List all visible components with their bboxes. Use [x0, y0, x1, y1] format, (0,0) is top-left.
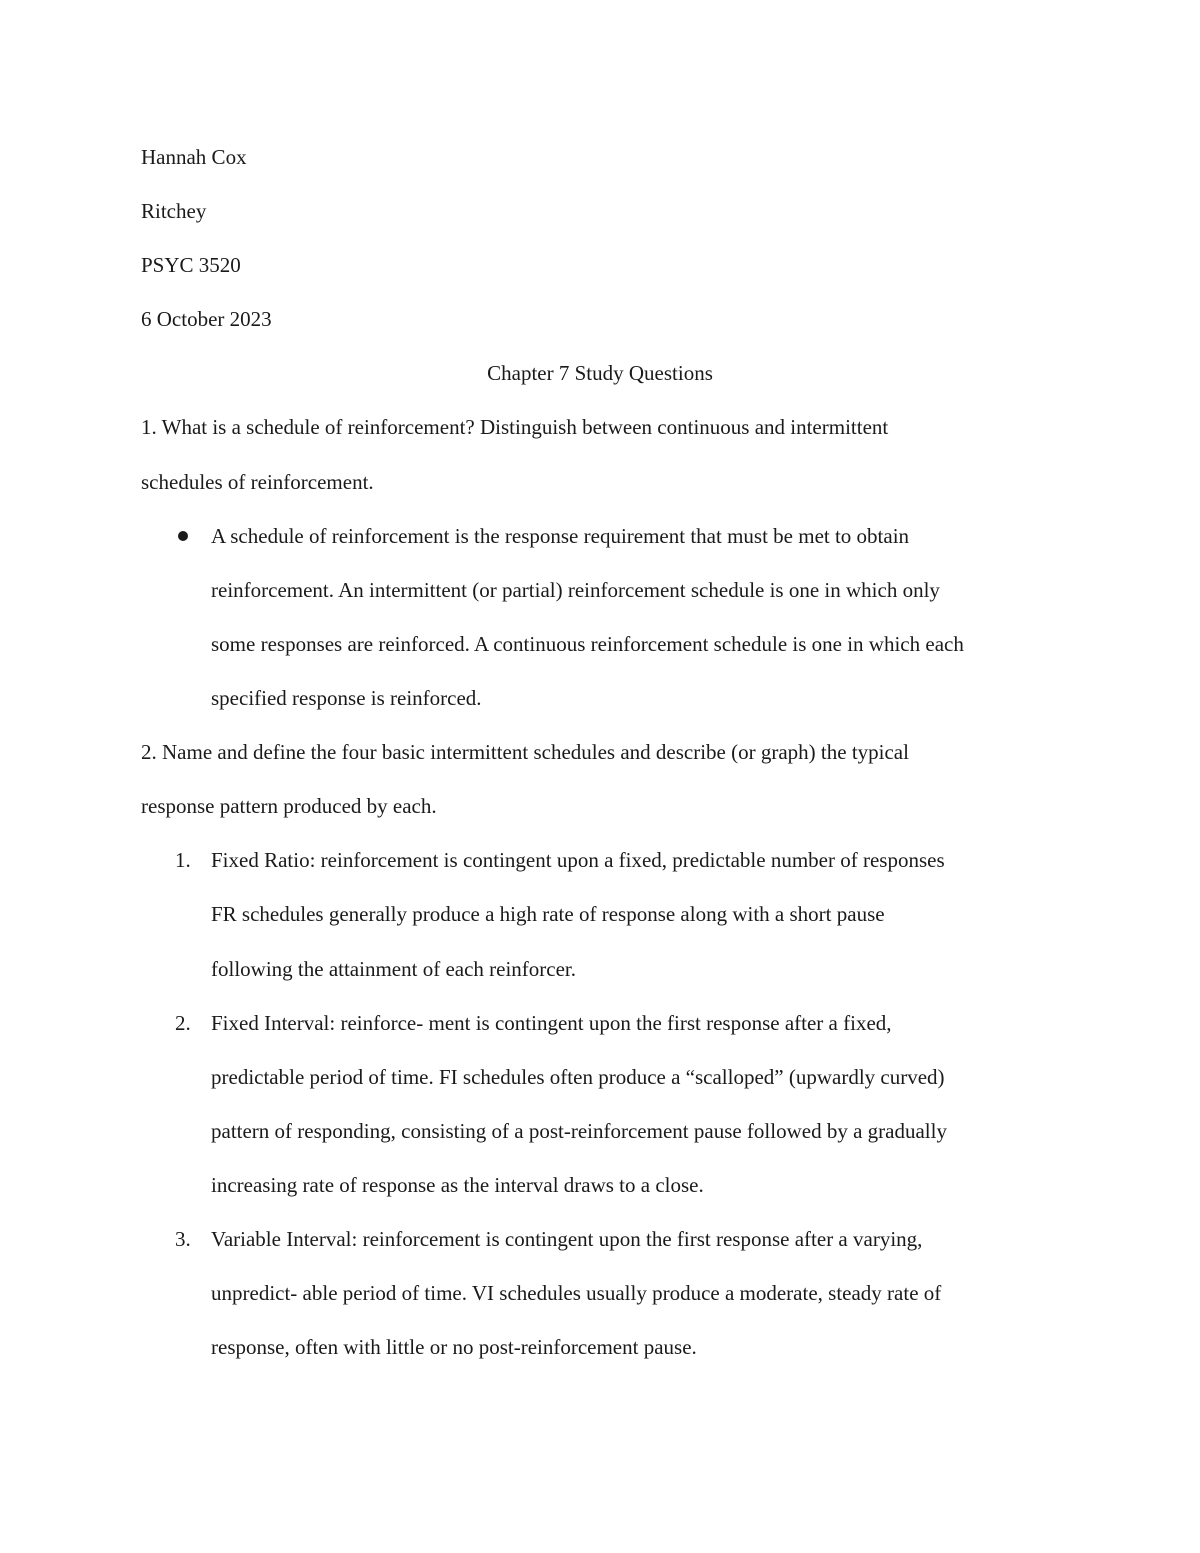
answer-1-line: some responses are reinforced. A continuous reinforcement schedule is one in which each [211, 632, 964, 656]
answer-1-line: A schedule of reinforcement is the response requirement that must be met to obtain [211, 524, 910, 548]
instructor-name: Ritchey [141, 199, 207, 223]
question-2-line: 2. Name and define the four basic intermittent schedules and describe (or graph) the typical [141, 740, 909, 764]
question-1-line: schedules of reinforcement. [141, 470, 374, 494]
list-item-line: pattern of responding, consisting of a post-reinforcement pause followed by a gradually [211, 1119, 947, 1143]
question-2-line: response pattern produced by each. [141, 794, 437, 818]
list-item-line: Fixed Interval: reinforce- ment is contingent upon the first response after a fixed, [211, 1011, 892, 1035]
document-date: 6 October 2023 [141, 307, 272, 331]
answer-1-line: specified response is reinforced. [211, 686, 482, 710]
answer-1-line: reinforcement. An intermittent (or partial) reinforcement schedule is one in which only [211, 578, 940, 602]
list-item-line: unpredict- able period of time. VI schedules usually produce a moderate, steady rate of [211, 1281, 942, 1305]
document-title: Chapter 7 Study Questions [487, 361, 713, 385]
list-item-line: predictable period of time. FI schedules often produce a “scalloped” (upwardly curved) [211, 1065, 945, 1089]
student-name: Hannah Cox [141, 145, 247, 169]
list-item-number: 3. [175, 1227, 191, 1251]
course-code: PSYC 3520 [141, 253, 241, 277]
question-1-line: 1. What is a schedule of reinforcement? Distinguish between continuous and intermittent [141, 415, 889, 439]
list-item-line: response, often with little or no post-reinforcement pause. [211, 1335, 697, 1359]
list-item-line: increasing rate of response as the interval draws to a close. [211, 1173, 704, 1197]
list-item-line: Fixed Ratio: reinforcement is contingent upon a fixed, predictable number of responses [211, 848, 945, 872]
bullet-icon [178, 531, 188, 541]
list-item-line: following the attainment of each reinforcer. [211, 957, 577, 981]
list-item-number: 1. [175, 848, 191, 872]
list-item-number: 2. [175, 1011, 191, 1035]
list-item-line: Variable Interval: reinforcement is contingent upon the first response after a varying, [211, 1227, 923, 1251]
list-item-line: FR schedules generally produce a high rate of response along with a short pause [211, 902, 885, 926]
